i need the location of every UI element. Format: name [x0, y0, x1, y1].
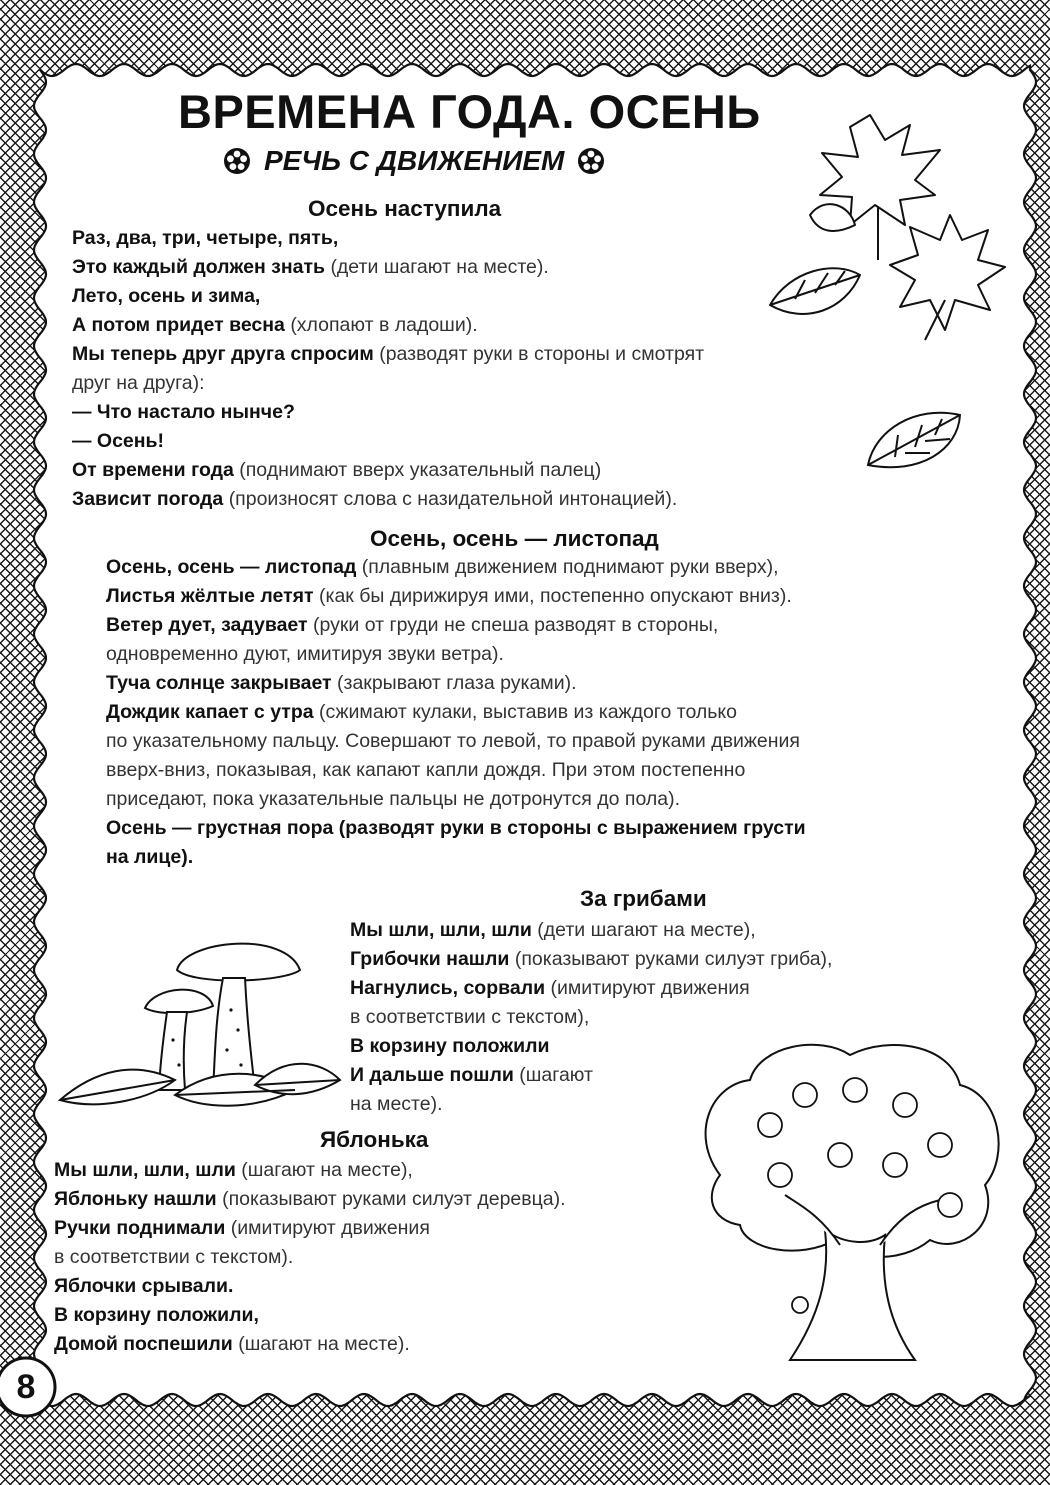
line-comment: в соответствии с текстом).: [54, 1246, 294, 1268]
section-heading: Яблонька: [320, 1127, 429, 1152]
line-text: Дождик капает с утра: [106, 701, 320, 723]
poem-line: [72, 369, 704, 398]
line-text: — Осень!: [72, 430, 165, 452]
poem-line: [54, 1330, 566, 1359]
line-comment: (показывают руками силуэт деревца).: [222, 1188, 566, 1210]
apple-tree-icon: [690, 1035, 1010, 1380]
line-comment: (дети шагают на месте).: [330, 256, 549, 278]
poem-line: [54, 1185, 566, 1214]
line-comment: (произносят слова с назидательной интонацией).: [228, 488, 678, 510]
line-text: Яблочки срывали.: [54, 1275, 234, 1297]
poem-line: [350, 1003, 832, 1032]
line-text: Ветер дует, задувает: [106, 614, 313, 636]
poem-line: [106, 611, 806, 640]
poem-line: [54, 1272, 566, 1301]
line-text: В корзину положили: [350, 1035, 550, 1057]
page-number: [0, 1356, 62, 1418]
poem-line: [54, 1301, 566, 1330]
leaf-icon: [860, 395, 970, 475]
maple-leaves-icon: [750, 95, 1010, 350]
subtitle-text: РЕЧЬ С ДВИЖЕНИЕМ: [264, 145, 565, 176]
line-comment: (хлопают в ладоши).: [290, 314, 478, 336]
poem-line: [72, 282, 704, 311]
line-comment: (имитируют движения: [550, 977, 750, 999]
line-text: Мы шли, шли, шли: [350, 919, 538, 941]
line-text: От времени года: [72, 459, 240, 481]
line-text: Зависит погода: [72, 488, 229, 510]
poem-line: [106, 756, 806, 785]
flower-icon: [576, 146, 606, 176]
poem-line: [72, 398, 704, 427]
poem-line: [72, 427, 704, 456]
poem-line: [106, 727, 806, 756]
poem-line: [350, 945, 832, 974]
line-text: Это каждый должен знать: [72, 256, 331, 278]
poem-line: [72, 340, 704, 369]
poem-block: [54, 1156, 566, 1359]
section-heading: Осень, осень — листопад: [370, 526, 659, 551]
section-heading: Осень наступила: [308, 196, 502, 221]
line-text: В корзину положили,: [54, 1304, 259, 1326]
line-text: Туча солнце закрывает: [106, 672, 338, 694]
page-subtitle: [222, 145, 606, 177]
line-comment: (плавным движением поднимают руки вверх),: [361, 556, 779, 578]
section-heading: За грибами: [580, 886, 707, 911]
poem-line: [54, 1156, 566, 1185]
poem-line: [106, 698, 806, 727]
poem-line: [106, 843, 806, 872]
line-comment: (руки от груди не спеша разводят в стороны,: [312, 614, 719, 636]
mushrooms-icon: [55, 930, 345, 1120]
poem-line: [72, 485, 704, 514]
line-comment: в соответствии с текстом),: [350, 1006, 590, 1028]
line-comment: (поднимают вверх указательный палец): [239, 459, 602, 481]
line-text: Осень — грустная пора (разводят руки в стороны с выражением грусти: [106, 817, 806, 839]
line-comment: (шагают на месте),: [241, 1159, 413, 1181]
line-text: Мы шли, шли, шли: [54, 1159, 242, 1181]
line-comment: приседают, пока указательные пальцы не дотронутся до пола).: [106, 788, 681, 810]
line-text: — Что настало нынче?: [72, 401, 295, 423]
line-comment: (шагают: [519, 1064, 593, 1086]
line-text: Лето, осень и зима,: [72, 285, 261, 307]
line-comment: (как бы дирижируя ими, постепенно опускают вниз).: [319, 585, 792, 607]
line-text: на лице).: [106, 846, 194, 868]
poem-line: [54, 1214, 566, 1243]
line-comment: (шагают на месте).: [238, 1333, 410, 1355]
line-text: Осень, осень — листопад: [106, 556, 362, 578]
line-comment: на месте).: [350, 1093, 443, 1115]
page-number-text: 8: [16, 1368, 36, 1406]
line-text: Яблоньку нашли: [54, 1188, 223, 1210]
line-text: Мы теперь друг друга спросим: [72, 343, 380, 365]
poem-block: [72, 224, 704, 514]
poem-line: [106, 669, 806, 698]
page-title: ВРЕМЕНА ГОДА. ОСЕНЬ: [178, 85, 761, 138]
line-comment: друг на друга):: [72, 372, 205, 394]
poem-line: [106, 785, 806, 814]
line-comment: (закрывают глаза руками).: [337, 672, 577, 694]
line-comment: (показывают руками силуэт гриба),: [514, 948, 833, 970]
poem-line: [72, 224, 704, 253]
poem-line: [106, 582, 806, 611]
line-comment: вверх-вниз, показывая, как капают капли дождя. При этом постепенно: [106, 759, 746, 781]
poem-line: [106, 553, 806, 582]
poem-block: [106, 553, 806, 872]
line-text: Домой поспешили: [54, 1333, 239, 1355]
poem-line: [106, 640, 806, 669]
line-comment: (разводят руки в стороны и смотрят: [379, 343, 705, 365]
line-comment: по указательному пальцу. Совершают то левой, то правой руками движения: [106, 730, 800, 752]
line-text: Грибочки нашли: [350, 948, 515, 970]
poem-line: [54, 1243, 566, 1272]
line-comment: (имитируют движения: [230, 1217, 430, 1239]
poem-line: [106, 814, 806, 843]
poem-line: [350, 974, 832, 1003]
line-text: Листья жёлтые летят: [106, 585, 319, 607]
line-text: Нагнулись, сорвали: [350, 977, 551, 999]
poem-line: [72, 311, 704, 340]
line-comment: (сжимают кулаки, выставив из каждого только: [319, 701, 738, 723]
line-text: Ручки поднимали: [54, 1217, 231, 1239]
poem-line: [72, 456, 704, 485]
poem-line: [72, 253, 704, 282]
line-text: Раз, два, три, четыре, пять,: [72, 227, 339, 249]
flower-icon: [222, 146, 252, 176]
poem-line: [350, 916, 832, 945]
line-comment: (дети шагают на месте),: [537, 919, 756, 941]
line-text: И дальше пошли: [350, 1064, 520, 1086]
line-text: А потом придет весна: [72, 314, 291, 336]
line-comment: одновременно дуют, имитируя звуки ветра).: [106, 643, 504, 665]
